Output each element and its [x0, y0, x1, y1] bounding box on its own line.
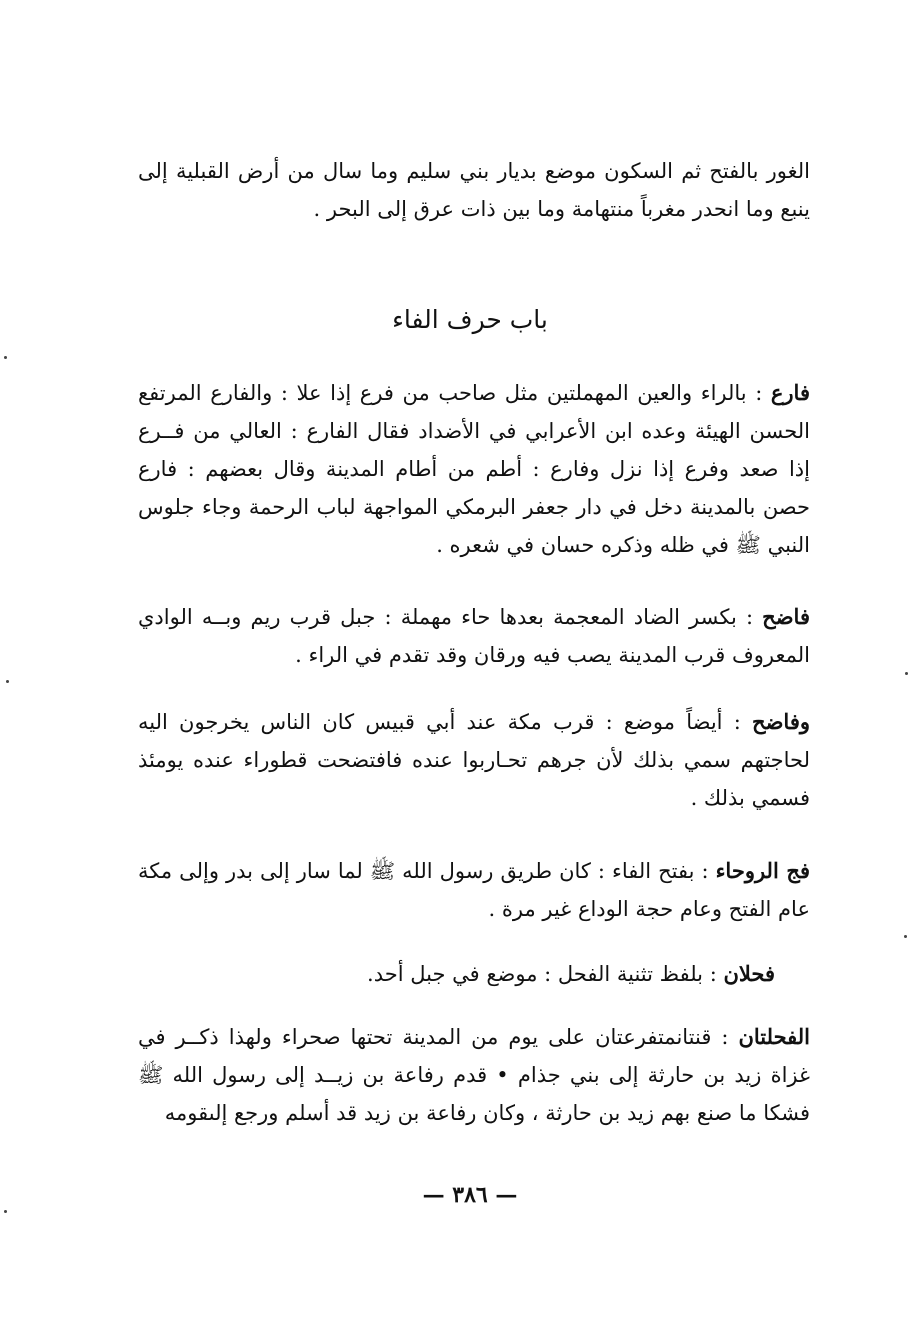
- entry-headword: وفاضح: [752, 709, 810, 734]
- margin-speck: [4, 1210, 7, 1213]
- page-number: — ٣٨٦ —: [422, 1182, 518, 1208]
- entry-paragraph: [138, 852, 810, 928]
- entry-body: : أيضاً موضع : قرب مكة عند أبي قبيس كان الناس يخرجون اليه لحاجتهم سمي بذلك لأن جرهم تحـاربوا عنده فافتضحت قطوراء عنده يومئذ فسمي بذلك .: [138, 710, 810, 810]
- entry-body: : بكسر الضاد المعجمة بعدها حاء مهملة : جبل قرب ريم وبــه الوادي المعروف قرب المدينة يصب فيه ورقان وقد تقدم في الراء .: [138, 605, 810, 667]
- margin-speck: [904, 935, 907, 938]
- entry-paragraph: [138, 703, 810, 817]
- margin-speck: [905, 672, 908, 675]
- entry-headword: فاضح: [762, 604, 810, 629]
- entry-paragraph: [135, 955, 775, 993]
- entry-paragraph: [138, 374, 810, 564]
- entry-body: : بفتح الفاء : كان طريق رسول الله ﷺ لما سار إلى بدر وإلى مكة عام الفتح وعام حجة الوداع غير مرة .: [138, 859, 810, 921]
- entry-headword: فحلان: [723, 961, 775, 986]
- entry-body: : بالراء والعين المهملتين مثل صاحب من فرع إذا علا : والفارع المرتفع الحسن الهيئة وعده ابن الأعرابي في الأضداد فقال الفارع : العالي من فــرع إذا صعد وفرع إذا نزل وفارع : أطم من أطام المدينة وقال بعضهم : فارع حصن بالمدينة دخل في دار جعفر البرمكي المواجهة لباب الرحمة وجاء جلوس النبي ﷺ في ظله وذكره حسان في شعره .: [138, 381, 810, 557]
- entry-headword: فارع: [770, 380, 810, 405]
- intro-paragraph: الغور بالفتح ثم السكون موضع بديار بني سليم وما سال من أرض القبلية إلى ينبع وما انحدر مغرباً منتهامة وما بين ذات عرق إلى البحر .: [138, 159, 810, 221]
- entry-headword: الفحلتان: [738, 1024, 810, 1049]
- entry-paragraph: [138, 598, 810, 674]
- entry-paragraph: [138, 1018, 810, 1132]
- entry-body: : بلفظ تثنية الفحل : موضع في جبل أحد.: [367, 962, 724, 986]
- chapter-title: باب حرف الفاء: [392, 305, 548, 334]
- margin-speck: [4, 356, 7, 359]
- margin-speck: [6, 680, 9, 683]
- entry-body: : قنتانمتفرعتان على يوم من المدينة تحتها صحراء ولهذا ذكــر في غزاة زيد بن حارثة إلى بني جذام • قدم رفاعة بن زيــد إلى رسول الله ﷺ فشكا ما صنع بهم زيد بن حارثة ، وكان رفاعة بن زيد قد أسلم ورجع إلىقومه: [138, 1025, 810, 1125]
- entry-headword: فج الروحاء: [715, 858, 811, 883]
